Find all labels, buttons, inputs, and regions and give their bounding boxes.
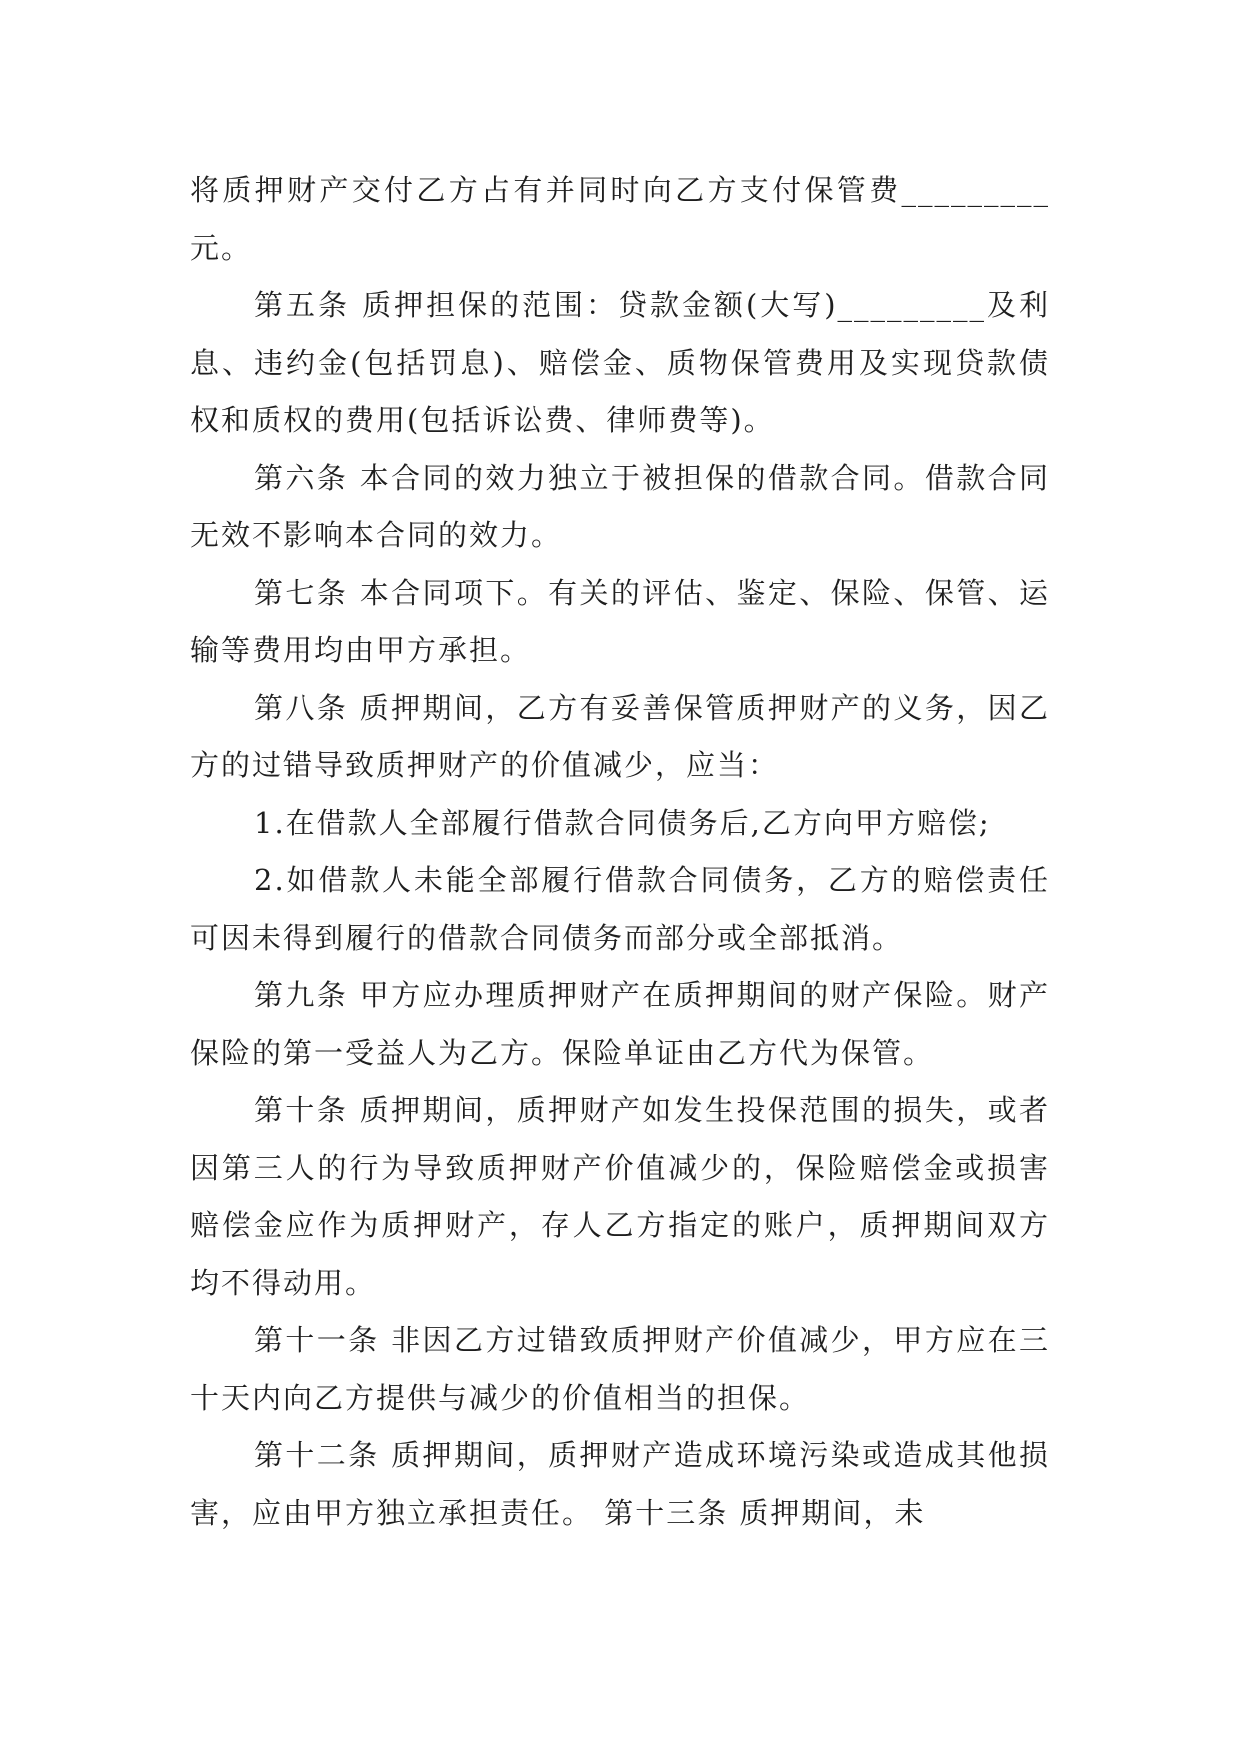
paragraph-article-8-item-1: 1.在借款人全部履行借款合同债务后,乙方向甲方赔偿; — [254, 805, 991, 840]
paragraph-article-9: 第九条 甲方应办理质押财产在质押期间的财产保险。财产保险的第一受益人为乙方。保险单证由乙方代为保管。 — [190, 978, 1050, 1070]
paragraph-article-11: 第十一条 非因乙方过错致质押财产价值减少，甲方应在三十天内向乙方提供与减少的价值相当的担保。 — [190, 1323, 1050, 1415]
paragraph-article-8: 第八条 质押期间，乙方有妥善保管质押财产的义务，因乙方的过错导致质押财产的价值减少，应当： — [190, 690, 1050, 782]
paragraph-article-10: 第十条 质押期间，质押财产如发生投保范围的损失，或者因第三人的行为导致质押财产价值减少的，保险赔偿金或损害赔偿金应作为质押财产，存人乙方指定的账户，质押期间双方均不得动用。 — [190, 1093, 1050, 1300]
document-body — [190, 162, 1050, 1542]
paragraph-article-5: 第五条 质押担保的范围：贷款金额(大写)_________及利息、违约金(包括罚息)、赔偿金、质物保管费用及实现贷款债权和质权的费用(包括诉讼费、律师费等)。 — [190, 288, 1050, 437]
paragraph-article-12: 第十二条 质押期间，质押财产造成环境污染或造成其他损害，应由甲方独立承担责任。 第十三条 质押期间，未 — [190, 1438, 1050, 1530]
paragraph-article-6: 第六条 本合同的效力独立于被担保的借款合同。借款合同无效不影响本合同的效力。 — [190, 460, 1050, 552]
paragraph-continuation: 将质押财产交付乙方占有并同时向乙方支付保管费_________元。 — [190, 173, 1050, 265]
paragraph-article-7: 第七条 本合同项下。有关的评估、鉴定、保险、保管、运输等费用均由甲方承担。 — [190, 575, 1050, 667]
paragraph-article-8-item-2: 2.如借款人未能全部履行借款合同债务，乙方的赔偿责任可因未得到履行的借款合同债务而部分或全部抵消。 — [190, 863, 1050, 955]
